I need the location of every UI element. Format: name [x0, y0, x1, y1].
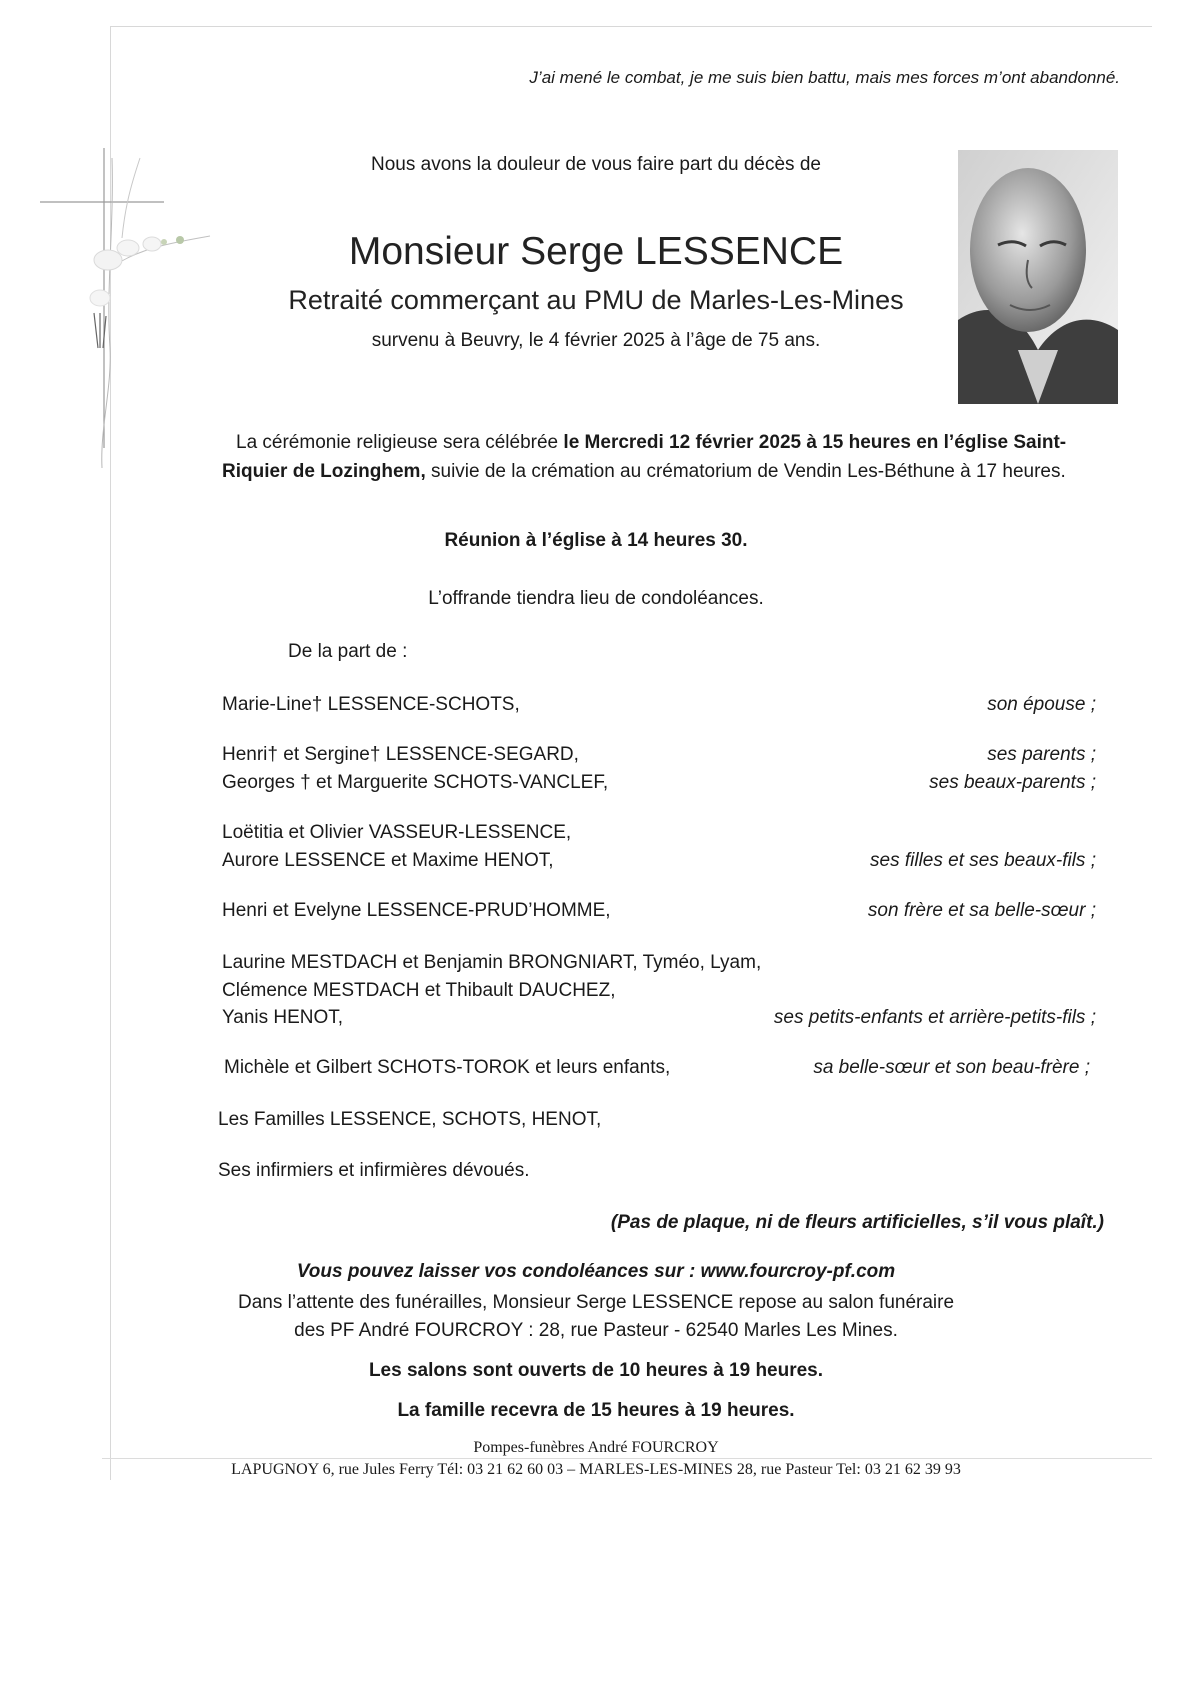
- portrait-photo: [958, 150, 1118, 404]
- deceased-name: Monsieur Serge LESSENCE: [348, 230, 844, 273]
- no-flowers-note: (Pas de plaque, ni de fleurs artificielles, s’il vous plaît.): [610, 1212, 1104, 1233]
- from-label: De la part de :: [288, 641, 408, 662]
- family-relation: ses filles et ses beaux-fils ;: [870, 850, 1096, 871]
- meeting-info: Réunion à l’église à 14 heures 30.: [444, 530, 748, 551]
- family-names: Yanis HENOT,: [222, 1007, 344, 1028]
- intro-text: Nous avons la douleur de vous faire part du décès de: [371, 154, 821, 175]
- epitaph-quote: J’ai mené le combat, je me suis bien battu, mais mes forces m’ont abandonné.: [529, 68, 1120, 87]
- family-names: Michèle et Gilbert SCHOTS-TOROK et leurs enfants,: [224, 1057, 671, 1078]
- family-names: Laurine MESTDACH et Benjamin BRONGNIART, Tyméo, Lyam,: [222, 952, 762, 973]
- family-names: Ses infirmiers et infirmières dévoués.: [218, 1160, 530, 1181]
- family-relation: sa belle-sœur et son beau-frère ;: [813, 1057, 1090, 1078]
- ceremony-text-2: suivie de la crémation au crématorium de Vendin Les-Béthune à 17 heures.: [425, 461, 1066, 482]
- family-names: Clémence MESTDACH et Thibault DAUCHEZ,: [222, 980, 616, 1001]
- deceased-occupation: Retraité commerçant au PMU de Marles-Les-Mines: [288, 285, 904, 315]
- offering-info: L’offrande tiendra lieu de condoléances.: [428, 588, 764, 609]
- footer-address: LAPUGNOY 6, rue Jules Ferry Tél: 03 21 62 60 03 – MARLES-LES-MINES 28, rue Pasteur Tel: 03 21 62 39 93: [231, 1461, 961, 1478]
- family-names: Marie-Line† LESSENCE-SCHOTS,: [222, 694, 520, 715]
- death-info: survenu à Beuvry, le 4 février 2025 à l’âge de 75 ans.: [371, 330, 821, 351]
- footer-company: Pompes-funèbres André FOURCROY: [473, 1439, 719, 1456]
- family-names: Aurore LESSENCE et Maxime HENOT,: [222, 850, 554, 871]
- family-names: Les Familles LESSENCE, SCHOTS, HENOT,: [218, 1109, 602, 1130]
- family-names: Loëtitia et Olivier VASSEUR-LESSENCE,: [222, 822, 572, 843]
- rest-info-line2: des PF André FOURCROY : 28, rue Pasteur - 62540 Marles Les Mines.: [294, 1320, 898, 1341]
- footer-divider: [102, 1458, 1152, 1459]
- condolences-note: Vous pouvez laisser vos condoléances sur : www.fourcroy-pf.com: [296, 1261, 896, 1282]
- family-relation: son épouse ;: [987, 694, 1096, 715]
- salon-hours: Les salons sont ouverts de 10 heures à 19 heures.: [368, 1360, 824, 1381]
- rest-info-line1: Dans l’attente des funérailles, Monsieur Serge LESSENCE repose au salon funéraire: [237, 1292, 955, 1313]
- ceremony-text-1: La cérémonie religieuse sera célébrée: [236, 432, 564, 453]
- family-names: Georges † et Marguerite SCHOTS-VANCLEF,: [222, 772, 609, 793]
- family-names: Henri† et Sergine† LESSENCE-SEGARD,: [222, 744, 579, 765]
- family-relation: son frère et sa belle-sœur ;: [867, 900, 1096, 921]
- ceremony-date-place: le Mercredi 12 février 2025 à 15 heures en l’église Saint-Riquier de Lozinghem,: [222, 432, 1067, 482]
- ceremony-paragraph: [222, 428, 1082, 486]
- family-relation: ses petits-enfants et arrière-petits-fils ;: [773, 1007, 1096, 1028]
- family-relation: ses parents ;: [987, 744, 1096, 765]
- family-names: Henri et Evelyne LESSENCE-PRUD’HOMME,: [222, 900, 611, 921]
- family-hours: La famille recevra de 15 heures à 19 heures.: [397, 1400, 795, 1421]
- family-relation: ses beaux-parents ;: [929, 772, 1096, 793]
